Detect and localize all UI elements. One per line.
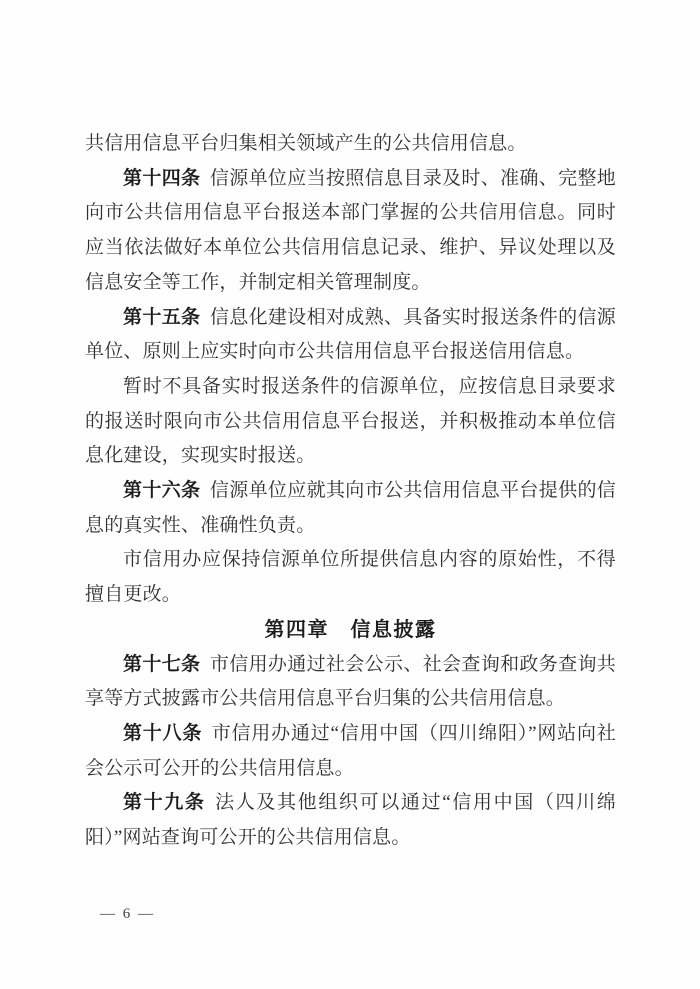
article-15-paragraph: [85, 301, 616, 370]
paragraph-text: 共信用信息平台归集相关领域产生的公共信用信息。: [85, 133, 527, 154]
article-number: 第十四条: [123, 167, 201, 189]
document-body: [85, 127, 616, 856]
paragraph-text: 市信用办通过“信用中国（四川绵阳）”网站向社会公示可公开的公共信用信息。: [85, 722, 616, 779]
article-17-paragraph: [85, 648, 616, 717]
plain-paragraph: [85, 370, 616, 474]
paragraph-text: 信息化建设相对成熟、具备实时报送条件的信源单位、原则上应实时向市公共信用信息平台报送信用信息。: [85, 306, 616, 363]
paragraph-text: 暂时不具备实时报送条件的信源单位，应按信息目录要求的报送时限向市公共信用信息平台报送，并积极推动本单位信息化建设，实现实时报送。: [85, 375, 616, 467]
continuation-paragraph: [85, 127, 616, 162]
article-16-paragraph: [85, 474, 616, 543]
paragraph-text: 法人及其他组织可以通过“信用中国（四川绵阳）”网站查询可公开的公共信用信息。: [85, 792, 616, 849]
article-number: 第十五条: [123, 306, 201, 328]
paragraph-text: 市信用办通过社会公示、社会查询和政务查询共享等方式披露市公共信用信息平台归集的公共信用信息。: [85, 653, 616, 710]
article-19-paragraph: [85, 786, 616, 855]
chapter-heading: 第四章 信息披露: [264, 618, 437, 641]
plain-paragraph: [85, 543, 616, 612]
article-number: 第十九条: [123, 792, 206, 814]
article-number: 第十七条: [123, 653, 201, 675]
page-number: — 6 —: [100, 906, 155, 922]
article-18-paragraph: [85, 717, 616, 786]
article-number: 第十八条: [123, 722, 203, 744]
paragraph-text: 信源单位应当按照信息目录及时、准确、完整地向市公共信用信息平台报送本部门掌握的公共信用信息。同时应当依法做好本单位公共信用信息记录、维护、异议处理以及信息安全等工作，并制定相关管理制度。: [85, 167, 616, 293]
paragraph-text: 市信用办应保持信源单位所提供信息内容的原始性，不得擅自更改。: [85, 549, 616, 606]
article-number: 第十六条: [123, 480, 201, 502]
paragraph-text: 信源单位应就其向市公共信用信息平台提供的信息的真实性、准确性负责。: [85, 480, 616, 536]
article-14-paragraph: [85, 162, 616, 301]
